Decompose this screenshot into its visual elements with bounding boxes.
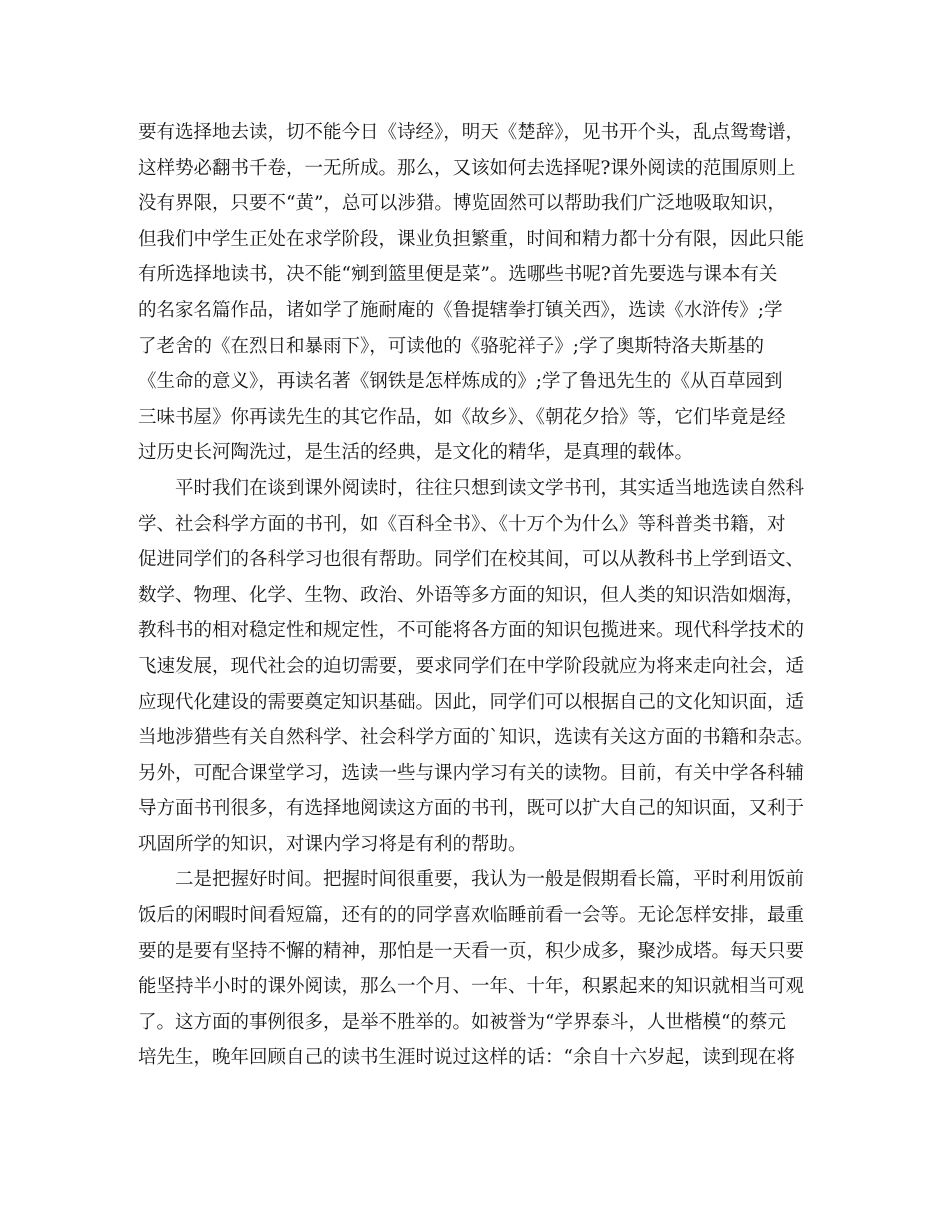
text-line: 促进同学们的各科学习也很有帮助。同学们在校其间，可以从教科书上学到语文、	[138, 549, 805, 571]
text-line: 巩固所学的知识，对课内学习将是有利的帮助。	[138, 833, 527, 855]
text-line: 《生命的意义》，再读名著《钢铁是怎样炼成的》;学了鲁迅先生的《从百草园到	[138, 371, 783, 393]
text-line: 饭后的闲暇时间看短篇，还有的的同学喜欢临睡前看一会等。无论怎样安排，最重	[138, 905, 805, 927]
text-line: 三味书屋》你再读先生的其它作品，如《故乡》、《朝花夕拾》等，它们毕竟是经	[138, 406, 786, 428]
paragraph-start-line: 平时我们在谈到课外阅读时，往往只想到读文学书刊，其实适当地选读自然科	[138, 477, 805, 499]
text-line: 没有界限，只要不“黄”，总可以涉猎。博览固然可以帮助我们广泛地吸取知识，	[138, 193, 786, 215]
text-line: 培先生，晚年回顾自己的读书生涯时说过这样的话：“余自十六岁起，读到现在将	[138, 1047, 795, 1069]
text-line: 数学、物理、化学、生物、政治、外语等多方面的知识，但人类的知识浩如烟海，	[138, 584, 805, 606]
text-line: 飞速发展，现代社会的迫切需要，要求同学们在中学阶段就应为将来走向社会，适	[138, 655, 805, 677]
text-line: 能坚持半小时的课外阅读，那么一个月、一年、十年，积累起来的知识就相当可观	[138, 976, 805, 998]
text-line: 但我们中学生正处在求学阶段，课业负担繁重，时间和精力都十分有限，因此只能	[138, 228, 805, 250]
text-line: 教科书的相对稳定性和规定性，不可能将各方面的知识包揽进来。现代科学技术的	[138, 620, 805, 642]
text-line: 这样势必翻书千卷，一无所成。那么，又该如何去选择呢?课外阅读的范围原则上	[138, 157, 796, 179]
text-line: 学、社会科学方面的书刊，如《百科全书》、《十万个为什么》等科普类书籍，对	[138, 513, 786, 535]
text-line: 要有选择地去读，切不能今日《诗经》，明天《楚辞》，见书开个头，乱点鸳鸯谱，	[138, 122, 805, 143]
text-line: 了老舍的《在烈日和暴雨下》，可读他的《骆驼祥子》;学了奥斯特洛夫斯基的	[138, 335, 764, 357]
text-line: 当地涉猎些有关自然科学、社会科学方面的`知识，选读有关这方面的书籍和杂志。	[138, 727, 814, 749]
text-line: 要的是要有坚持不懈的精神，那怕是一天看一页，积少成多，聚沙成塔。每天只要	[138, 940, 805, 962]
text-line: 了。这方面的事例很多，是举不胜举的。如被誉为“学界泰斗，人世楷模“的蔡元	[138, 1011, 786, 1033]
text-line: 导方面书刊很多，有选择地阅读这方面的书刊，既可以扩大自己的知识面，又利于	[138, 798, 805, 820]
body-text	[138, 115, 838, 1076]
paragraph-start-line: 二是把握好时间。把握时间很重要，我认为一般是假期看长篇，平时利用饭前	[138, 869, 805, 891]
text-line: 有所选择地读书，决不能“剜到篮里便是菜”。选哪些书呢?首先要选与课本有关	[138, 264, 778, 286]
text-line: 另外，可配合课堂学习，选读一些与课内学习有关的读物。目前，有关中学各科辅	[138, 762, 805, 784]
text-line: 的名家名篇作品，诸如学了施耐庵的《鲁提辖拳打镇关西》，选读《水浒传》;学	[138, 299, 783, 321]
text-line: 过历史长河陶洗过，是生活的经典，是文化的精华，是真理的载体。	[138, 442, 694, 464]
text-line: 应现代化建设的需要奠定知识基础。因此，同学们可以根据自己的文化知识面，适	[138, 691, 805, 713]
